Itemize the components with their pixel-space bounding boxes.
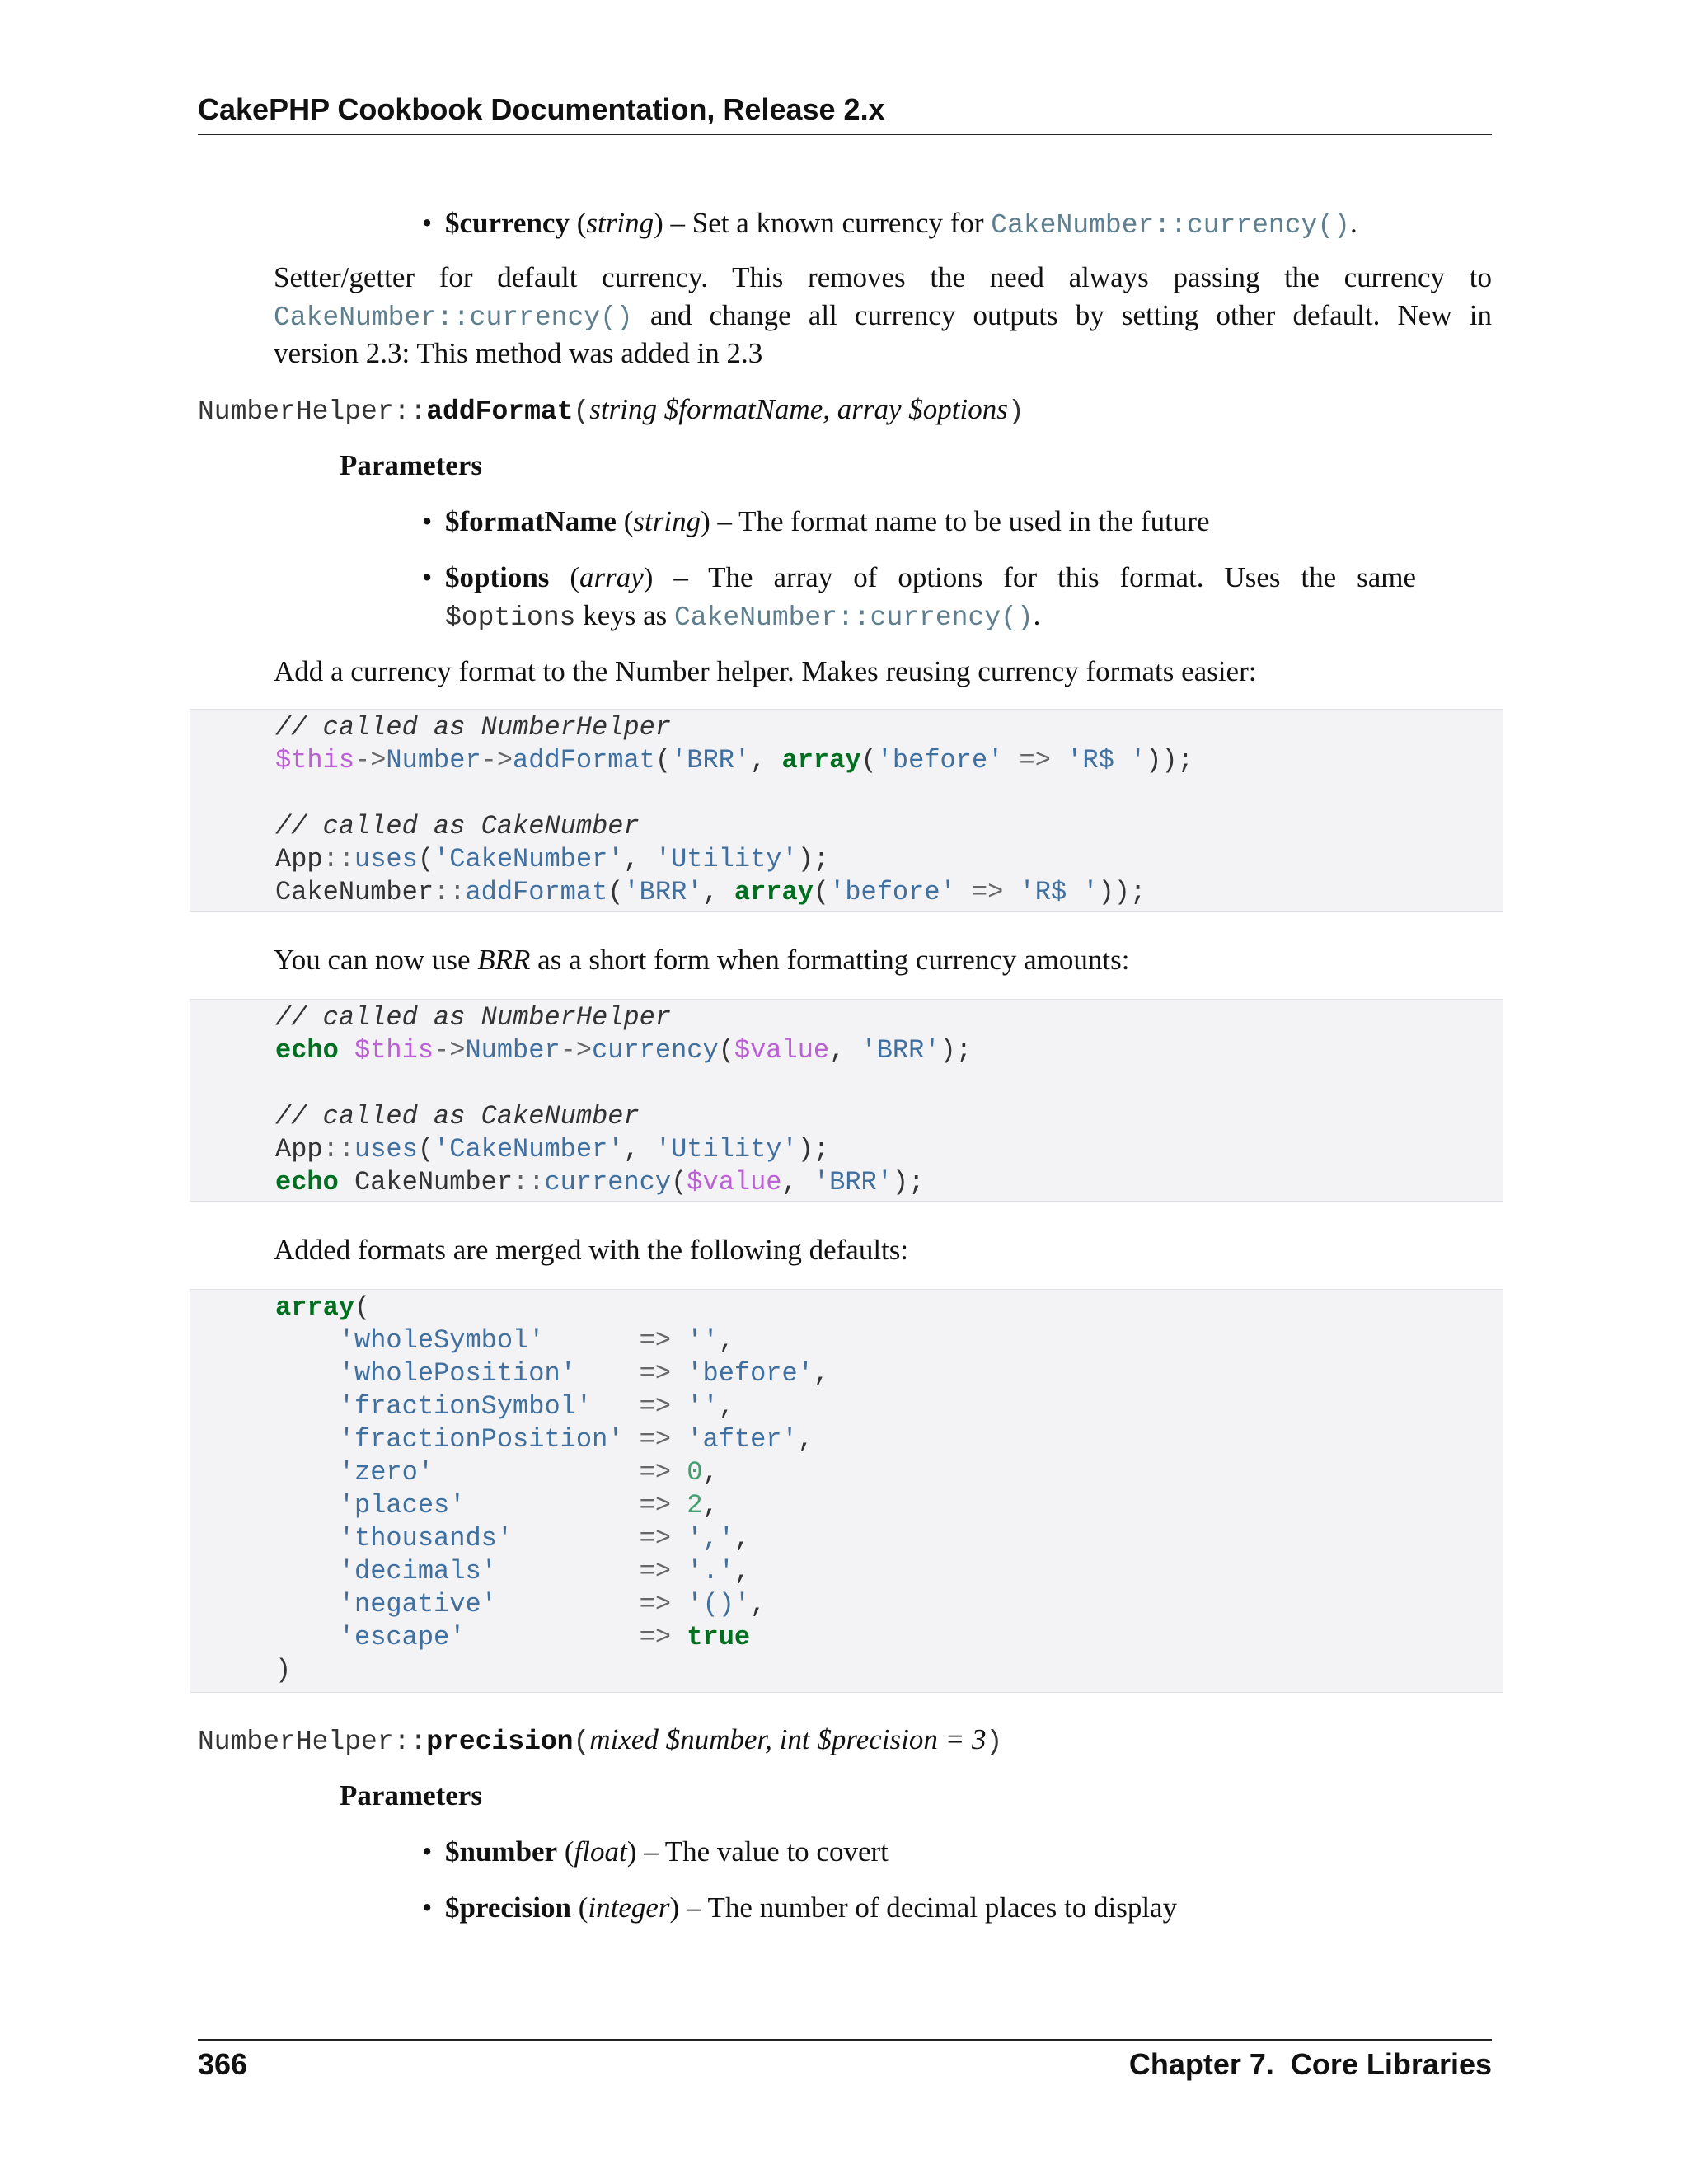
defaults-row: 'escape' => true [338, 1622, 751, 1652]
header-rule [198, 134, 1492, 135]
param-type: integer [588, 1891, 670, 1924]
code-comment: // called as CakeNumber [275, 1101, 640, 1132]
code-line: CakeNumber::addFormat('BRR', array('before' => 'R$ ')); [275, 877, 1146, 907]
currency-method-link[interactable]: CakeNumber::currency() [991, 210, 1350, 241]
code-comment: // called as CakeNumber [275, 811, 640, 841]
defaults-row: 'negative' => '()', [338, 1589, 767, 1619]
defaults-rows [275, 1324, 1503, 1654]
bullet-dot: • [422, 561, 433, 593]
code-line: App::uses('CakeNumber', 'Utility'); [275, 1134, 830, 1165]
class-name: NumberHelper:: [198, 396, 427, 427]
bullet-dot: • [422, 1891, 433, 1924]
defaults-para: Added formats are merged with the following defaults: [274, 1234, 909, 1266]
header-title: CakePHP Cookbook Documentation, Release 2.x [198, 92, 885, 126]
setter-para-line2-rest: and change all currency outputs by setting other default. New in [632, 299, 1492, 331]
formatname-param-bullet: • $formatName (string) – The format name to be used in the future [445, 503, 1210, 540]
method-name: addFormat [426, 396, 574, 427]
defaults-row: 'fractionPosition' => 'after', [338, 1424, 814, 1455]
code-block-defaults [190, 1289, 1503, 1693]
param-desc: – Set a known currency for [663, 207, 992, 239]
code-blank-line [275, 1067, 1503, 1100]
setter-para-line1: Setter/getter for default currency. This removes the need always passing the currency to [274, 261, 1492, 293]
param-desc: – The array of options for this format. Uses the same [653, 561, 1416, 593]
defaults-row: 'zero' => 0, [338, 1457, 719, 1488]
defaults-row: 'thousands' => ',', [338, 1523, 751, 1554]
addformat-signature: NumberHelper::addFormat(string $formatName, array $options) [198, 393, 1025, 427]
param-desc: – The value to covert [636, 1835, 889, 1868]
method-args: string $formatName, array $options [589, 393, 1008, 425]
options-param-bullet-line2 [445, 597, 1040, 636]
code-line: App::uses('CakeNumber', 'Utility'); [275, 844, 830, 874]
code-comment: // called as NumberHelper [275, 1002, 672, 1033]
code-blank-line [275, 777, 1503, 810]
currency-method-link[interactable]: CakeNumber::currency() [274, 302, 633, 333]
method-args: mixed $number, int $precision = 3 [589, 1723, 987, 1755]
method-name: precision [426, 1727, 574, 1757]
precision-signature: NumberHelper::precision(mixed $number, int $precision = 3) [198, 1723, 1003, 1757]
param-type: string [633, 505, 701, 537]
footer-page-number: 366 [198, 2047, 248, 2081]
punct: . [1349, 207, 1357, 239]
bullet-dot: • [422, 505, 433, 537]
code-comment: // called as NumberHelper [275, 712, 672, 743]
number-param-bullet: • $number (float) – The value to covert [445, 1833, 889, 1870]
param-name: $number [445, 1835, 558, 1868]
param-desc: keys as [575, 599, 674, 631]
param-desc: – The format name to be used in the future [710, 505, 1210, 537]
param-type: string [586, 207, 654, 239]
code-line: echo $this->Number->currency($value, 'BRR'); [275, 1035, 972, 1066]
precision-param-bullet: • $precision (integer) – The number of decimal places to display [445, 1889, 1177, 1926]
code-line: $this->Number->addFormat('BRR', array('before' => 'R$ ')); [275, 745, 1193, 776]
params-heading: Parameters [340, 449, 482, 481]
defaults-row: 'wholePosition' => 'before', [338, 1358, 830, 1389]
class-name: NumberHelper:: [198, 1727, 427, 1757]
code-line: echo CakeNumber::currency($value, 'BRR'); [275, 1167, 925, 1197]
param-name: $options [445, 561, 550, 593]
setter-para-line2 [274, 297, 1492, 336]
param-type: array [579, 561, 644, 593]
currency-method-link[interactable]: CakeNumber::currency() [674, 602, 1034, 633]
footer-chapter: Chapter 7. Core Libraries [1128, 2047, 1492, 2081]
code-block-currency [190, 999, 1503, 1202]
options-param-bullet: • $options (array) – The array of options for this format. Uses the same [445, 559, 1416, 596]
defaults-row: 'fractionSymbol' => '', [338, 1391, 734, 1422]
params-heading: Parameters [340, 1779, 482, 1811]
setter-para-line3: version 2.3: This method was added in 2.3 [274, 337, 763, 369]
param-name: $formatName [445, 505, 617, 537]
code-line: array( [275, 1292, 371, 1323]
bullet-dot: • [422, 207, 433, 239]
options-code: $options [445, 602, 576, 633]
code-line: ) [275, 1655, 292, 1685]
param-name: $precision [445, 1891, 571, 1924]
param-name: $currency [445, 207, 570, 239]
currency-param-bullet: • $currency (string) – Set a known currency for CakeNumber::currency(). [445, 204, 1357, 244]
defaults-row: 'decimals' => '.', [338, 1556, 751, 1586]
bullet-dot: • [422, 1835, 433, 1868]
brr-para: You can now use BRR as a short form when formatting currency amounts: [274, 944, 1130, 976]
defaults-row: 'wholeSymbol' => '', [338, 1325, 734, 1356]
code-block-addformat [190, 709, 1503, 912]
defaults-row: 'places' => 2, [338, 1490, 719, 1521]
addformat-description: Add a currency format to the Number helper. Makes reusing currency formats easier: [274, 655, 1257, 687]
footer-rule [198, 2039, 1492, 2041]
param-type: float [574, 1835, 627, 1868]
punct: . [1033, 599, 1041, 631]
param-desc: – The number of decimal places to display [679, 1891, 1178, 1924]
